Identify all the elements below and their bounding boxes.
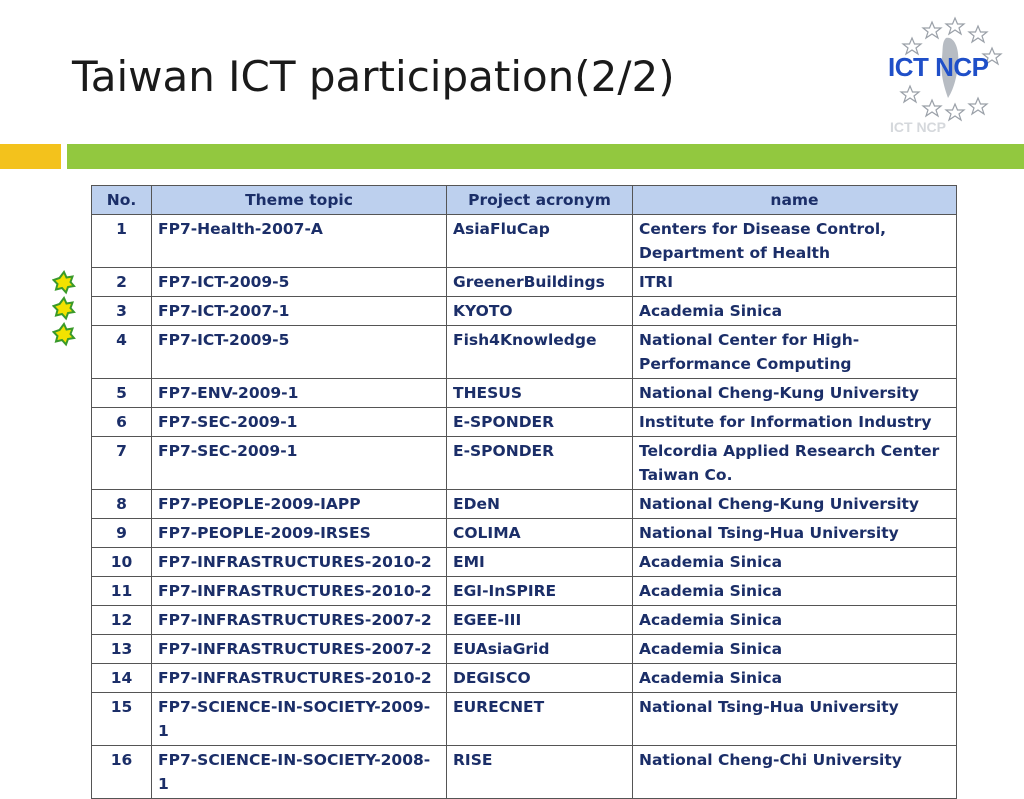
row-topic: FP7-ENV-2009-1 — [152, 379, 447, 408]
table-row — [92, 379, 957, 408]
table-row — [92, 746, 957, 799]
row-no: 8 — [92, 490, 152, 519]
row-no: 11 — [92, 577, 152, 606]
row-acronym: EDeN — [447, 490, 633, 519]
table-row — [92, 437, 957, 490]
table-row — [92, 635, 957, 664]
table-row — [92, 519, 957, 548]
row-acronym: E-SPONDER — [447, 437, 633, 490]
row-topic: FP7-ICT-2009-5 — [152, 326, 447, 379]
row-no: 1 — [92, 215, 152, 268]
row-name: National Tsing-Hua University — [633, 519, 957, 548]
row-no: 15 — [92, 693, 152, 746]
row-no: 10 — [92, 548, 152, 577]
row-name: Academia Sinica — [633, 297, 957, 326]
accent-bar-yellow — [0, 144, 61, 169]
table-row — [92, 408, 957, 437]
row-name: Academia Sinica — [633, 577, 957, 606]
row-topic: FP7-PEOPLE-2009-IRSES — [152, 519, 447, 548]
row-acronym: EGEE-III — [447, 606, 633, 635]
row-no: 7 — [92, 437, 152, 490]
row-name: National Cheng-Kung University — [633, 490, 957, 519]
col-header-name: name — [633, 186, 957, 215]
svg-text:ICT NCP: ICT NCP — [890, 119, 946, 135]
row-name: Telcordia Applied Research Center Taiwan Co. — [633, 437, 957, 490]
row-topic: FP7-SEC-2009-1 — [152, 437, 447, 490]
star-markers — [52, 270, 82, 350]
table-row — [92, 297, 957, 326]
row-topic: FP7-INFRASTRUCTURES-2010-2 — [152, 577, 447, 606]
row-acronym: EURECNET — [447, 693, 633, 746]
row-name: Academia Sinica — [633, 548, 957, 577]
row-topic: FP7-SCIENCE-IN-SOCIETY-2009-1 — [152, 693, 447, 746]
table-row — [92, 606, 957, 635]
row-topic: FP7-SCIENCE-IN-SOCIETY-2008-1 — [152, 746, 447, 799]
star-icon — [54, 272, 75, 293]
row-topic: FP7-INFRASTRUCTURES-2010-2 — [152, 548, 447, 577]
accent-bar-green — [67, 144, 1024, 169]
row-name: Centers for Disease Control, Department of Health — [633, 215, 957, 268]
row-name: National Center for High-Performance Computing — [633, 326, 957, 379]
row-acronym: GreenerBuildings — [447, 268, 633, 297]
row-no: 2 — [92, 268, 152, 297]
table-row — [92, 548, 957, 577]
row-acronym: DEGISCO — [447, 664, 633, 693]
row-no: 13 — [92, 635, 152, 664]
row-name: ITRI — [633, 268, 957, 297]
row-acronym: KYOTO — [447, 297, 633, 326]
col-header-no: No. — [92, 186, 152, 215]
row-acronym: EUAsiaGrid — [447, 635, 633, 664]
row-name: Academia Sinica — [633, 606, 957, 635]
row-topic: FP7-Health-2007-A — [152, 215, 447, 268]
row-name: National Cheng-Chi University — [633, 746, 957, 799]
row-acronym: EMI — [447, 548, 633, 577]
row-topic: FP7-ICT-2007-1 — [152, 297, 447, 326]
row-no: 3 — [92, 297, 152, 326]
row-topic: FP7-SEC-2009-1 — [152, 408, 447, 437]
row-no: 16 — [92, 746, 152, 799]
row-name: National Cheng-Kung University — [633, 379, 957, 408]
row-no: 14 — [92, 664, 152, 693]
row-name: Academia Sinica — [633, 635, 957, 664]
row-name: National Tsing-Hua University — [633, 693, 957, 746]
page-title: Taiwan ICT participation(2/2) — [72, 52, 675, 101]
row-no: 4 — [92, 326, 152, 379]
row-topic: FP7-ICT-2009-5 — [152, 268, 447, 297]
table-row — [92, 215, 957, 268]
table-row — [92, 490, 957, 519]
row-acronym: THESUS — [447, 379, 633, 408]
row-acronym: E-SPONDER — [447, 408, 633, 437]
participation-table — [91, 185, 957, 799]
row-acronym: Fish4Knowledge — [447, 326, 633, 379]
row-topic: FP7-PEOPLE-2009-IAPP — [152, 490, 447, 519]
row-topic: FP7-INFRASTRUCTURES-2007-2 — [152, 606, 447, 635]
table-header-row — [92, 186, 957, 215]
row-no: 6 — [92, 408, 152, 437]
row-name: Academia Sinica — [633, 664, 957, 693]
table-row — [92, 326, 957, 379]
row-topic: FP7-INFRASTRUCTURES-2010-2 — [152, 664, 447, 693]
table-row — [92, 693, 957, 746]
row-topic: FP7-INFRASTRUCTURES-2007-2 — [152, 635, 447, 664]
row-no: 9 — [92, 519, 152, 548]
row-acronym: COLIMA — [447, 519, 633, 548]
table-row — [92, 664, 957, 693]
logo-text: ICT NCP — [888, 52, 989, 82]
row-acronym: AsiaFluCap — [447, 215, 633, 268]
row-name: Institute for Information Industry — [633, 408, 957, 437]
table-row — [92, 577, 957, 606]
star-icon — [54, 298, 75, 319]
row-no: 12 — [92, 606, 152, 635]
row-no: 5 — [92, 379, 152, 408]
row-acronym: RISE — [447, 746, 633, 799]
col-header-acronym: Project acronym — [447, 186, 633, 215]
star-icon — [54, 324, 75, 345]
table-row — [92, 268, 957, 297]
ict-ncp-logo — [880, 8, 1020, 138]
col-header-theme: Theme topic — [152, 186, 447, 215]
row-acronym: EGI-InSPIRE — [447, 577, 633, 606]
